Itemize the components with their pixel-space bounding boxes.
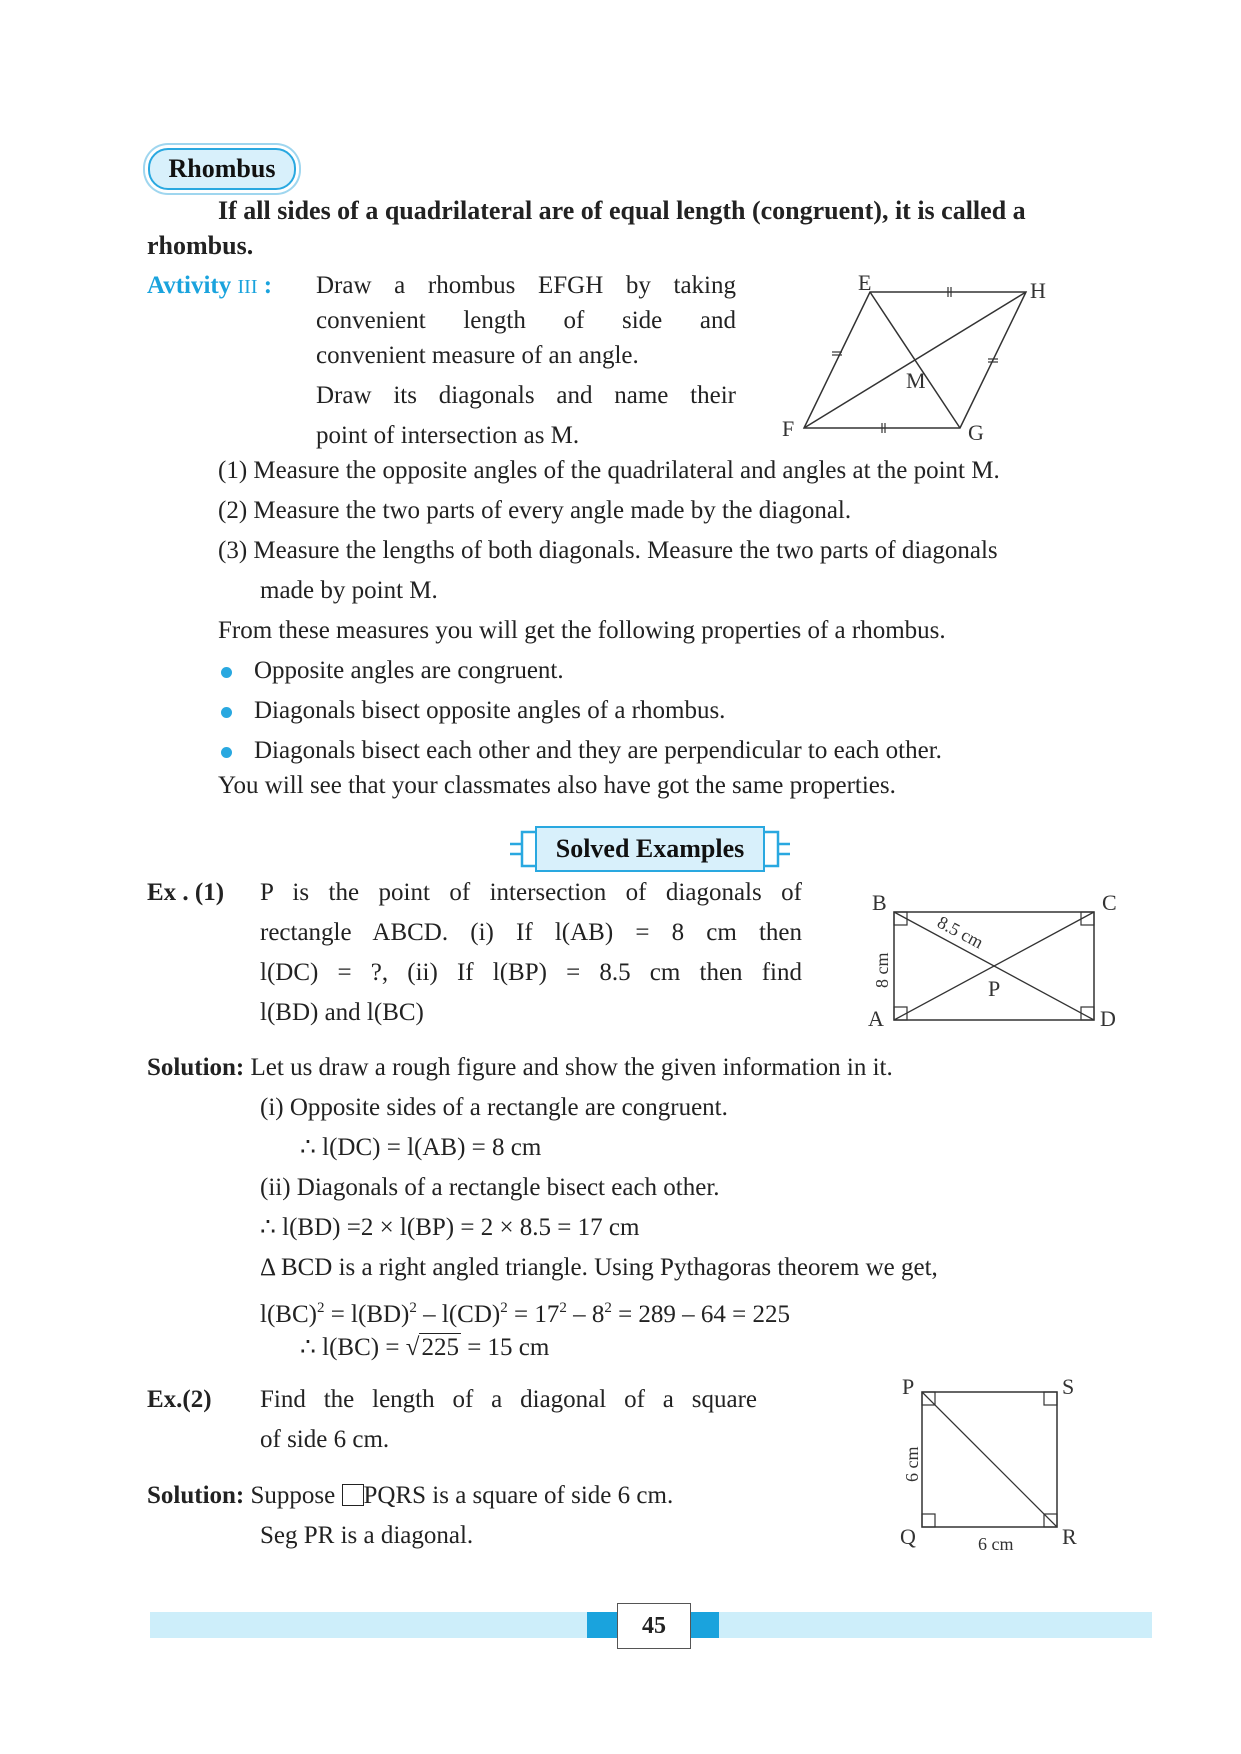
activity-word: Avtivity — [147, 272, 232, 299]
pyth-exp-2: 2 — [409, 1300, 417, 1316]
ex2-label: Ex.(2) — [147, 1386, 212, 1413]
bullet-3 — [221, 747, 232, 758]
rectangle-figure — [860, 888, 1130, 1038]
closing-line: You will see that your classmates also have got the same properties. — [218, 772, 896, 799]
ex1-line-1: P is the point of intersection of diagonals of — [260, 879, 802, 906]
solution1-step-4: ∴ l(BD) =2 × l(BP) = 2 × 8.5 = 17 cm — [260, 1214, 640, 1241]
final-pre: ∴ l(BC) = — [300, 1334, 400, 1361]
definition-line2: rhombus. — [147, 231, 254, 260]
bullet-2 — [221, 707, 232, 718]
page-number: 45 — [642, 1613, 666, 1639]
definition-line1: If all sides of a quadrilateral are of equal length (congruent), it is called a — [218, 196, 1026, 225]
solved-examples-heading: Solved Examples — [555, 834, 745, 863]
step-1: (1) Measure the opposite angles of the quadrilateral and angles at the point M. — [218, 457, 1000, 484]
activity-line-2: convenient length of side and — [316, 307, 736, 334]
diagonal-BP-label: 8.5 cm — [934, 911, 987, 953]
activity-line-5: point of intersection as M. — [316, 422, 580, 449]
final-post: = 15 cm — [467, 1334, 550, 1361]
pyth-term-cd: – l(CD) — [423, 1301, 501, 1328]
ex2-line-2: of side 6 cm. — [260, 1426, 390, 1453]
pyth-term-bc: l(BC) — [260, 1301, 317, 1328]
pyth-exp-5: 2 — [604, 1300, 612, 1316]
footer-band-left-accent — [587, 1612, 617, 1638]
vertex-E: E — [858, 270, 872, 295]
solution1-intro: Let us draw a rough figure and show the given information in it. — [250, 1054, 893, 1081]
solution1-step-3: (ii) Diagonals of a rectangle bisect each other. — [260, 1174, 720, 1201]
pyth-exp-1: 2 — [316, 1300, 325, 1316]
vertex-H: H — [1030, 278, 1046, 303]
rhombus-figure — [780, 268, 1070, 448]
footer-band-right-accent — [689, 1612, 719, 1638]
side-AB-label: 8 cm — [872, 952, 892, 988]
pyth-result: = 289 – 64 = 225 — [618, 1301, 791, 1328]
activity-number: III — [237, 276, 258, 298]
solution2-label: Solution: — [147, 1482, 245, 1509]
final-root: 225 — [421, 1334, 459, 1361]
section-heading: Rhombus — [168, 154, 276, 183]
activity-line-3: convenient measure of an angle. — [316, 342, 639, 369]
square-symbol-icon — [342, 1484, 364, 1506]
pyth-exp-4: 2 — [559, 1300, 567, 1316]
activity-line-1: Draw a rhombus EFGH by taking — [316, 272, 736, 299]
vertex-P: P — [902, 1374, 915, 1399]
vertex-R: R — [1062, 1524, 1077, 1549]
solution2-line2: Seg PR is a diagonal. — [260, 1522, 474, 1549]
ex1-line-4: l(BD) and l(BC) — [260, 999, 424, 1026]
vertex-G: G — [968, 420, 984, 445]
point-P: P — [988, 976, 1001, 1001]
property-1: Opposite angles are congruent. — [254, 657, 564, 684]
solution2-line1 — [147, 1478, 673, 1514]
square-bottom-label: 6 cm — [978, 1534, 1014, 1554]
ex1-line-2: rectangle ABCD. (i) If l(AB) = 8 cm then — [260, 919, 802, 946]
activity-line-4: Draw its diagonals and name their — [316, 382, 736, 409]
step-3-cont: made by point M. — [260, 577, 438, 604]
property-3: Diagonals bisect each other and they are perpendicular to each other. — [254, 737, 942, 764]
ex1-line-3: l(DC) = ?, (ii) If l(BP) = 8.5 cm then find — [260, 959, 802, 986]
ex2-line-1: Find the length of a diagonal of a square — [260, 1386, 757, 1413]
solution1-label: Solution: — [147, 1054, 245, 1081]
step-3: (3) Measure the lengths of both diagonals. Measure the two parts of diagonals — [218, 537, 998, 564]
properties-intro: From these measures you will get the following properties of a rhombus. — [218, 617, 946, 644]
solution2-pre: Suppose — [250, 1482, 336, 1509]
pyth-term-17: = 17 — [513, 1301, 560, 1328]
page-number-box — [617, 1603, 691, 1649]
solved-examples-box — [535, 826, 765, 872]
pythagoras-equation — [260, 1290, 790, 1333]
vertex-D: D — [1100, 1006, 1116, 1031]
property-2: Diagonals bisect opposite angles of a rhombus. — [254, 697, 726, 724]
solution1-step-1: (i) Opposite sides of a rectangle are congruent. — [260, 1094, 728, 1121]
bullet-1 — [221, 667, 232, 678]
pyth-exp-3: 2 — [500, 1300, 508, 1316]
square-left-label: 6 cm — [902, 1446, 922, 1482]
vertex-F: F — [782, 416, 795, 441]
vertex-C: C — [1102, 890, 1117, 915]
square-figure — [890, 1370, 1100, 1560]
point-M: M — [906, 368, 926, 393]
vertex-S: S — [1062, 1374, 1075, 1399]
activity-colon: : — [263, 272, 273, 299]
vertex-Q: Q — [900, 1524, 916, 1549]
solution2-post: PQRS is a square of side 6 cm. — [363, 1482, 674, 1509]
activity-label — [147, 268, 272, 305]
vertex-A: A — [868, 1006, 884, 1031]
solution1-line — [147, 1050, 893, 1086]
step-2: (2) Measure the two parts of every angle made by the diagonal. — [218, 497, 852, 524]
solution1-step-2: ∴ l(DC) = l(AB) = 8 cm — [300, 1134, 542, 1161]
vertex-B: B — [872, 890, 887, 915]
solution1-step-5: Δ BCD is a right angled triangle. Using Pythagoras theorem we get, — [260, 1254, 938, 1281]
pyth-term-8: – 8 — [573, 1301, 605, 1328]
ex1-label: Ex . (1) — [147, 879, 225, 906]
solution1-final: ∴ l(BC) = √225 = 15 cm — [300, 1334, 550, 1361]
pyth-term-bd: = l(BD) — [330, 1301, 410, 1328]
section-heading-box — [148, 148, 296, 190]
